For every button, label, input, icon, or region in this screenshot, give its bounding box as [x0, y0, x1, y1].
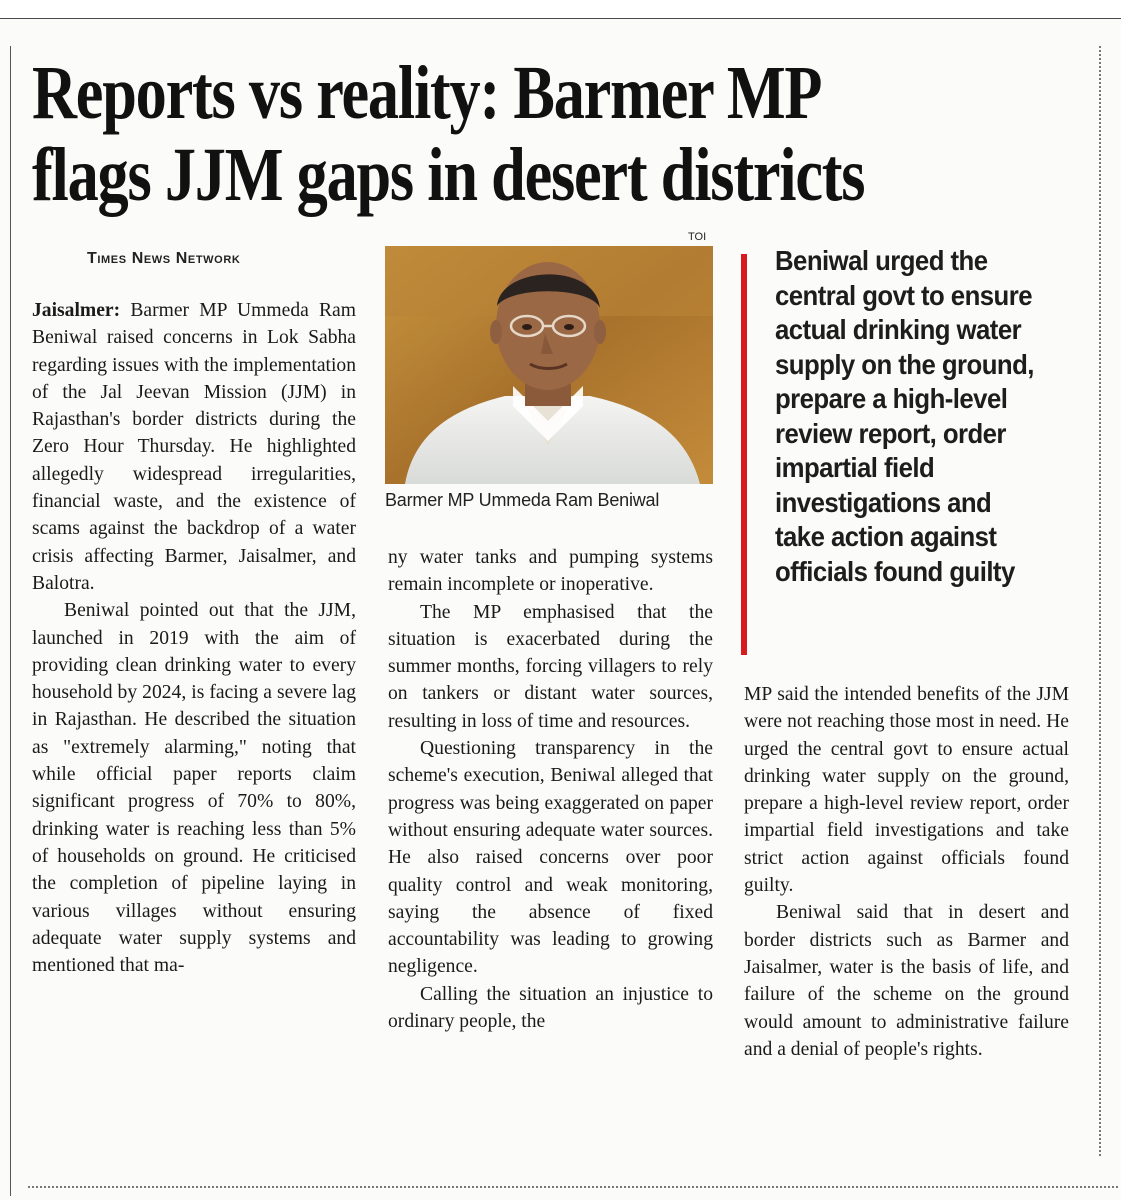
article-column-1 [32, 297, 356, 979]
article-paragraph: The MP emphasised that the situation is exacerbated during the summer months, forcing villagers to rely on tankers or distant water sources, resulting in loss of time and resources. [388, 601, 713, 732]
article-paragraph: Beniwal said that in desert and border districts such as Barmer and Jaisalmer, water is the basis of life, and failure of the scheme on the ground would amount to administrative failure and a denial of people's rights. [744, 902, 1069, 1060]
article-paragraph: Questioning transparency in the scheme's execution, Beniwal alleged that progress was being exaggerated on paper without ensuring adequate water sources. He also raised concerns over poor quality control and weak monitoring, saying the absence of fixed accountability was leading to growing negligence. [388, 738, 713, 978]
headline-line-2: flags JJM gaps in desert districts [32, 133, 865, 217]
headline-line-1: Reports vs reality: Barmer MP [32, 51, 822, 135]
article-paragraph: Beniwal pointed out that the JJM, launched in 2019 with the aim of providing clean drinking water to every household by 2024, is facing a severe lag in Rajasthan. He described the situation as "extremely alarming," noting that while official paper reports claim significant progress of 70% to 80%, drinking water is reaching less than 5% of households on ground. He criticised the completion of pipeline laying in various villages without ensuring adequate water supply systems and mentioned that ma- [32, 600, 356, 977]
article-paragraph: MP said the intended benefits of the JJM were not reaching those most in need. He urged the central govt to ensure actual drinking water supply on the ground, prepare a high-level review report, order impartial field investigations and take strict action against officials found guilty. [744, 684, 1069, 897]
pullquote: Beniwal urged the central govt to ensure actual drinking water supply on the ground, prepare a high-level review report, order impartial field investigations and take action against officials found guilty [775, 245, 1034, 587]
article-column-3 [744, 681, 1069, 1063]
top-rule [0, 18, 1121, 19]
photo-credit: TOI [688, 231, 707, 243]
article-paragraph: ny water tanks and pumping systems remain incomplete or inoperative. [388, 547, 713, 596]
dateline: Jaisalmer: [32, 300, 121, 321]
article-column-2 [388, 544, 713, 1035]
bottom-dotted-rule [28, 1186, 1118, 1188]
article-paragraph [32, 297, 356, 597]
right-dotted-rule [1099, 46, 1101, 1156]
mp-photo [385, 246, 713, 484]
article-paragraph: Calling the situation an injustice to ordinary people, the [388, 983, 713, 1033]
left-column-rule [10, 46, 11, 1196]
headline [32, 52, 901, 216]
paragraph-text: Barmer MP Ummeda Ram Beniwal raised concerns in Lok Sabha regarding issues with the implementation of the Jal Jeevan Mission (JJM) in Rajasthan's border districts during the Zero Hour Thursday. He highlighted allegedly widespread irregularities, financial waste, and the existence of scams against the backdrop of a water crisis affecting Barmer, Jaisalmer, and Balotra. [32, 300, 356, 594]
pullquote-accent-bar [741, 254, 747, 655]
page-top-edge [0, 0, 1121, 19]
mp-portrait-illustration [385, 246, 713, 484]
byline: Times News Network [87, 250, 241, 267]
photo-caption: Barmer MP Ummeda Ram Beniwal [385, 490, 660, 510]
